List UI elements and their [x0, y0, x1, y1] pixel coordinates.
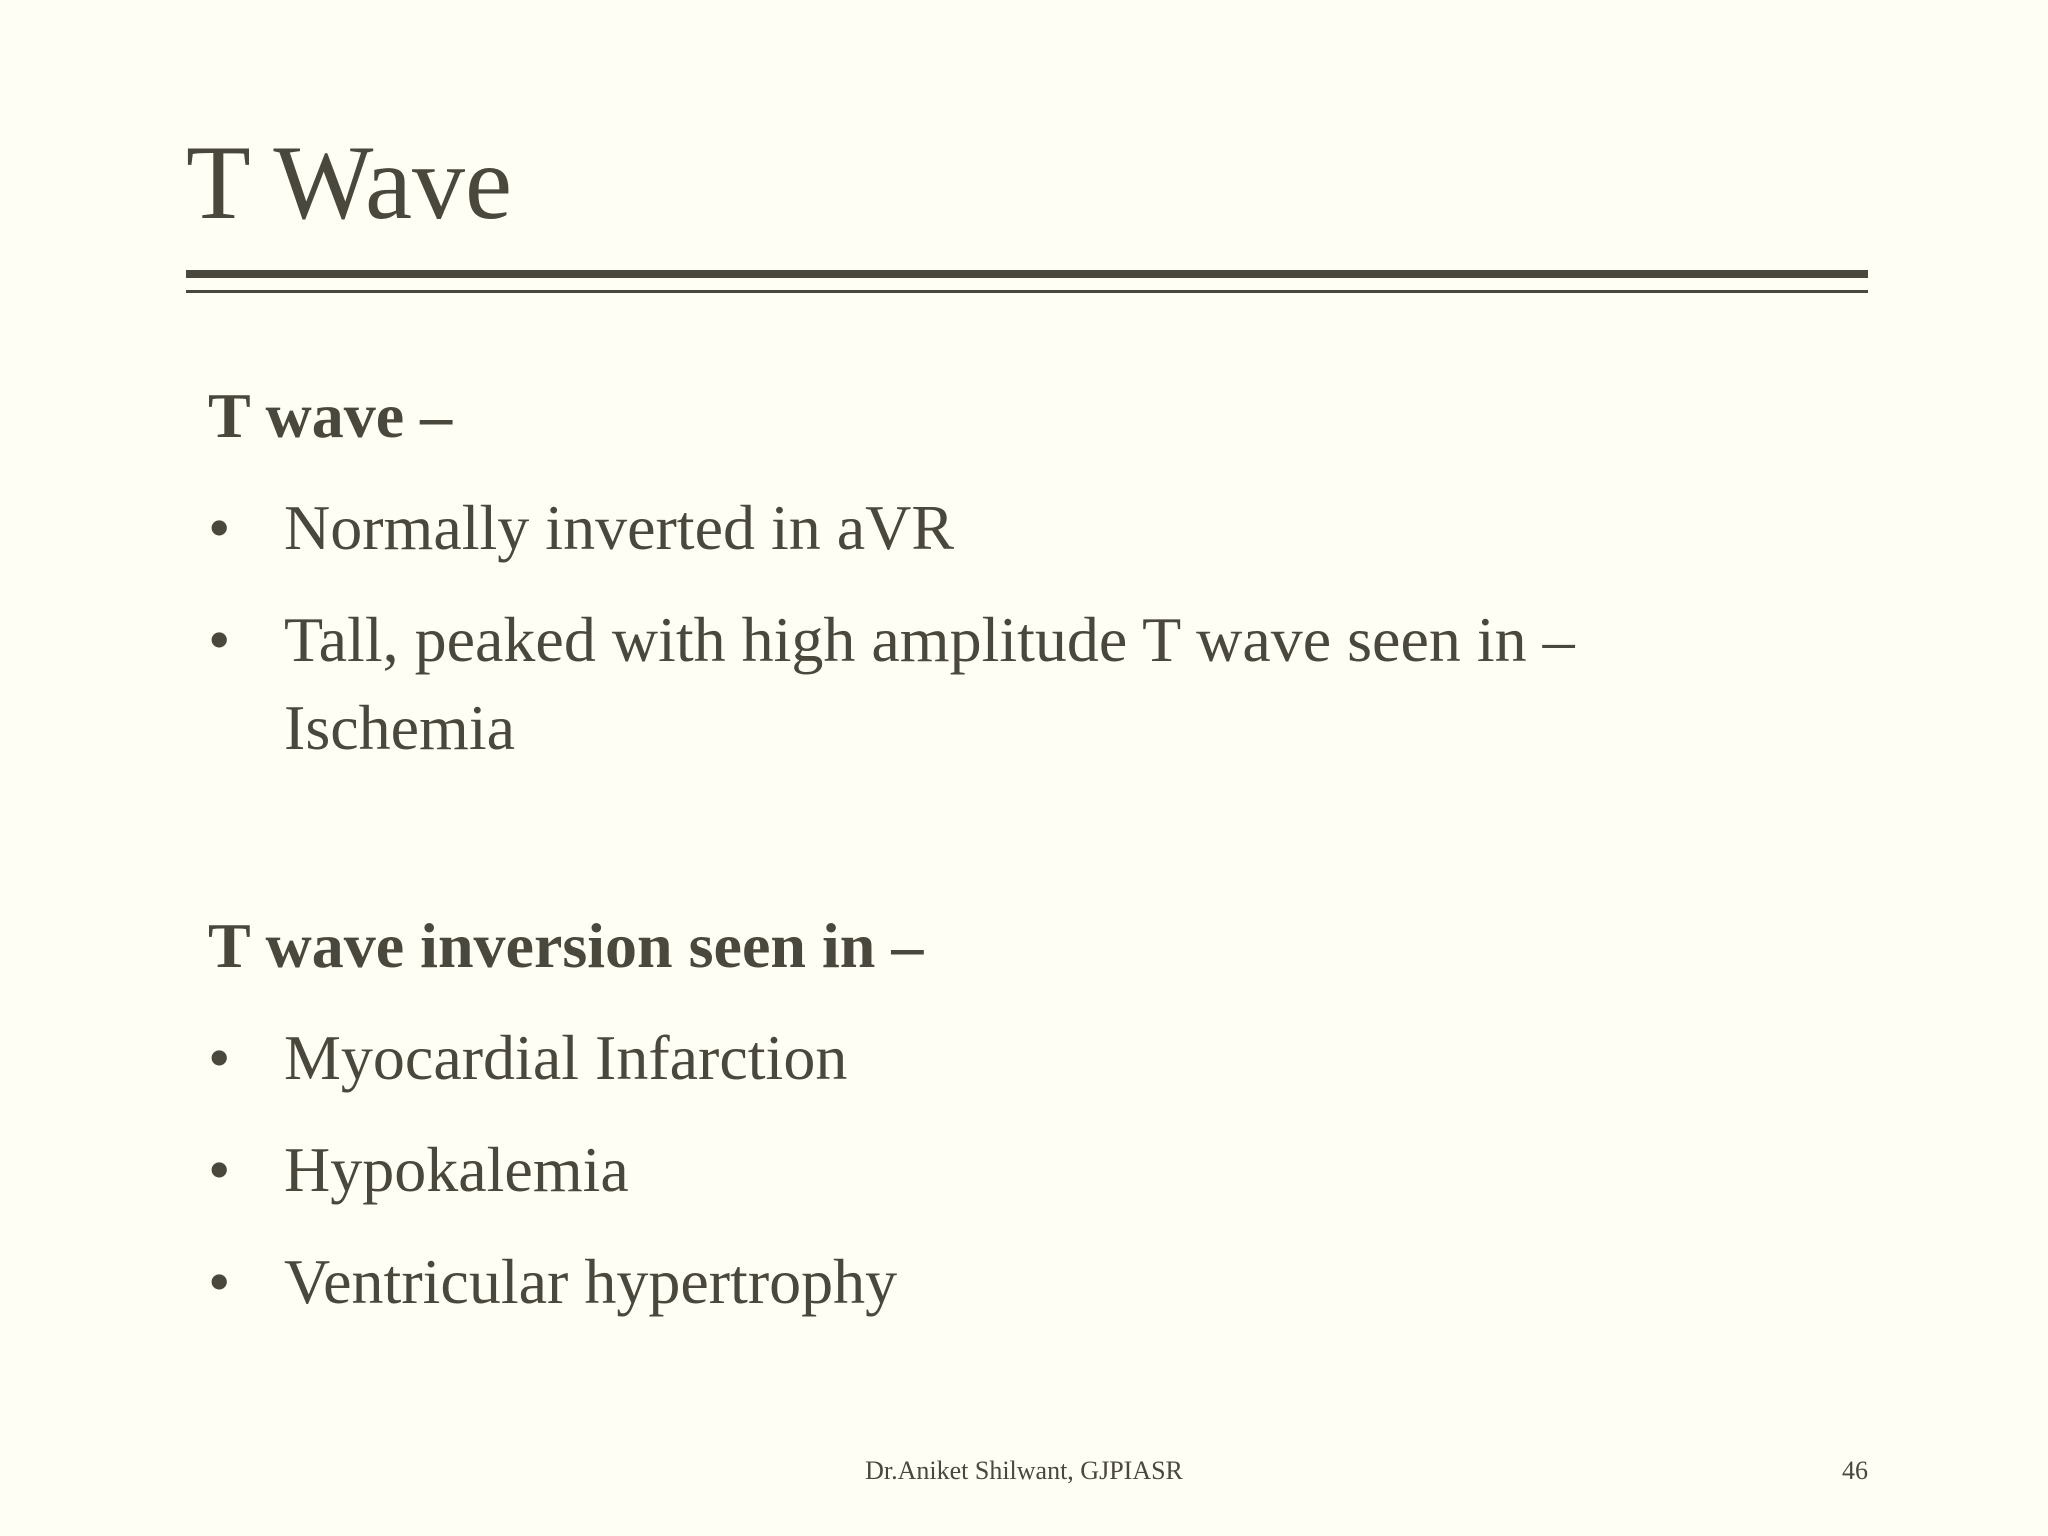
section-heading-t-wave: T wave –: [208, 380, 453, 451]
bullet-text: Ventricular hypertrophy: [284, 1246, 898, 1317]
bullet-text: Hypokalemia: [284, 1134, 629, 1205]
title-rule-thick: [186, 270, 1868, 278]
bullet-text: Myocardial Infarction: [284, 1022, 848, 1093]
bullet-text: Tall, peaked with high amplitude T wave seen in –: [284, 604, 1575, 675]
footer-author: Dr.Aniket Shilwant, GJPIASR: [865, 1456, 1183, 1485]
bullet-text-continued: Ischemia: [284, 692, 515, 763]
bullet-dot-icon: •: [208, 1134, 231, 1205]
bullet-dot-icon: •: [208, 1022, 231, 1093]
slide-title: T Wave: [186, 124, 513, 241]
bullet-dot-icon: •: [208, 604, 231, 675]
bullet-text: Normally inverted in aVR: [284, 492, 955, 563]
section-heading-t-wave-inversion: T wave inversion seen in –: [208, 910, 924, 981]
bullet-dot-icon: •: [208, 1246, 231, 1317]
title-rule-thin: [186, 290, 1868, 293]
bullet-dot-icon: •: [208, 492, 231, 563]
page-number: 46: [1842, 1456, 1868, 1485]
